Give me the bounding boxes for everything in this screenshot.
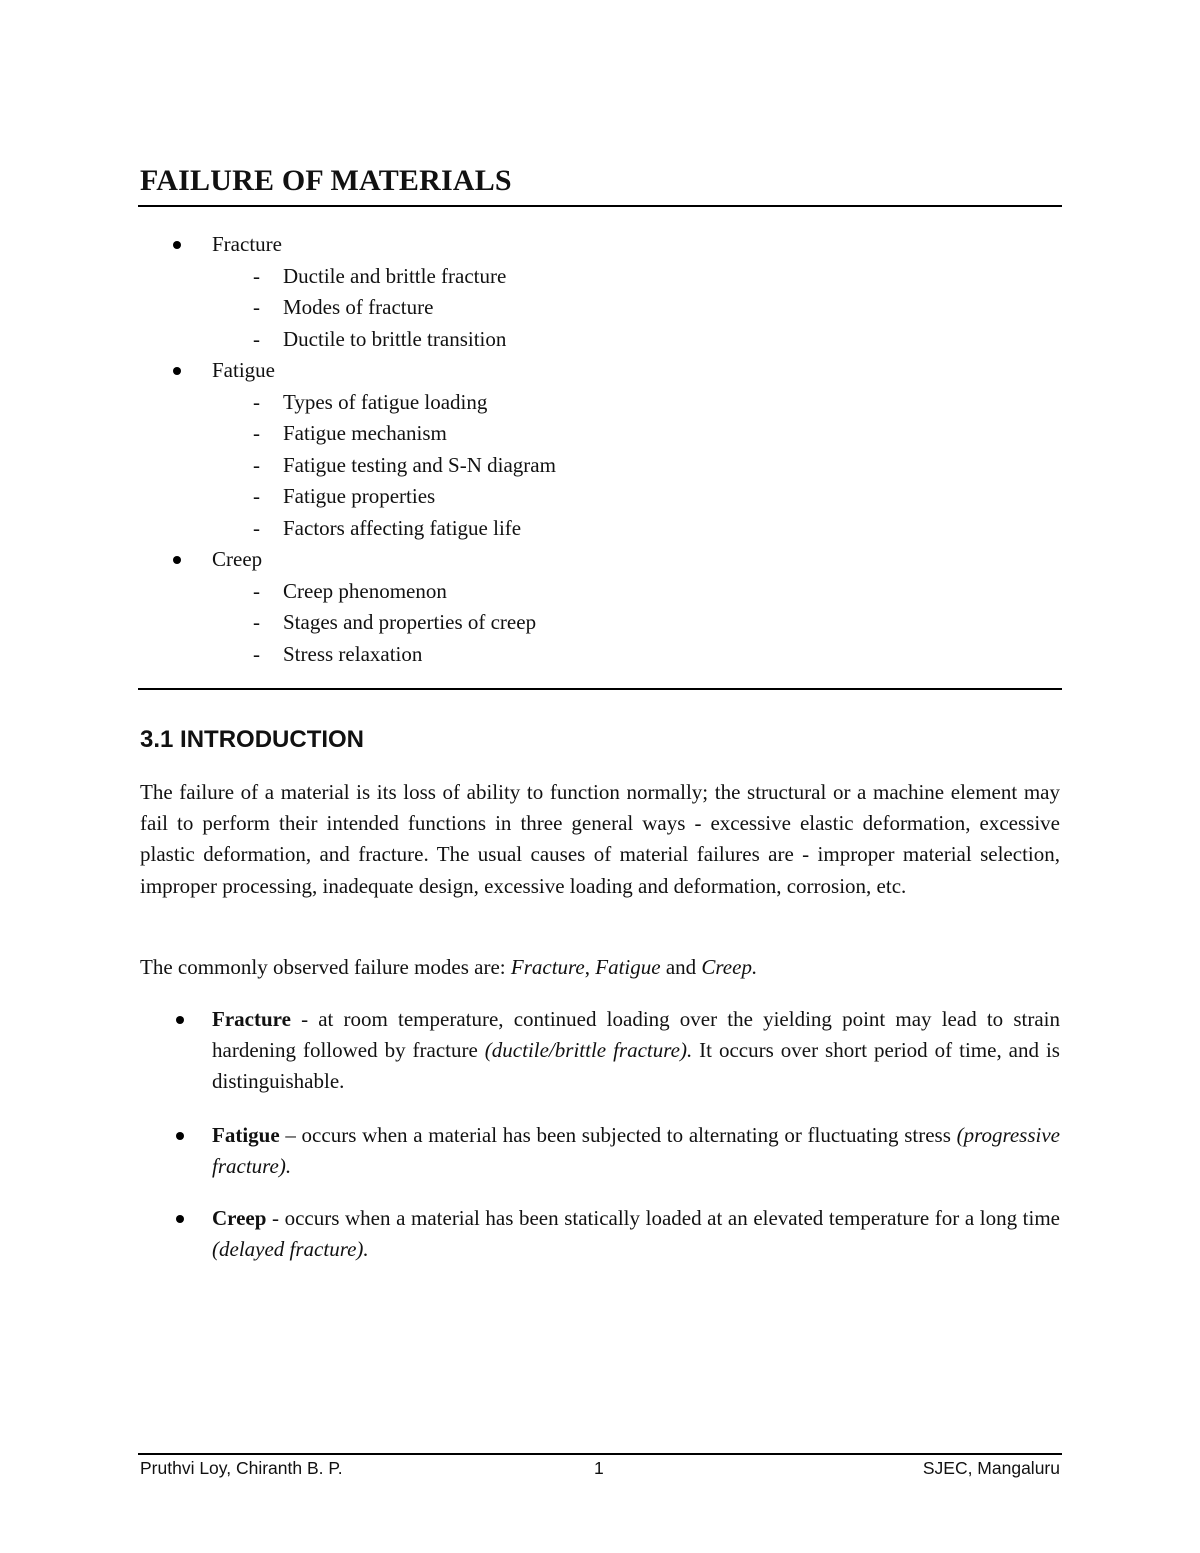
page-title: FAILURE OF MATERIALS <box>140 164 512 197</box>
outline-subitem: - Fatigue testing and S-N diagram <box>140 450 556 482</box>
bullet-term: Fatigue <box>212 1123 280 1147</box>
bullet-term: Fracture <box>212 1007 291 1031</box>
outline-subitem: - Fatigue mechanism <box>140 418 556 450</box>
bullet-fracture <box>140 1004 1060 1098</box>
footer-authors: Pruthvi Loy, Chiranth B. P. <box>140 1458 343 1478</box>
modes-sep: , <box>584 955 596 979</box>
bullet-text <box>212 1203 1060 1265</box>
bullet-fatigue <box>140 1120 1060 1182</box>
bullet-note: (progressive fracture). <box>212 1123 1060 1179</box>
mode-creep: Creep. <box>701 955 758 979</box>
intro-paragraph: The failure of a material is its loss of ability to function normally; the structural or a machine element may fail to perform their intended functions in three general ways - excessive elastic deformation, excessive plastic deformation, and fracture. The usual causes of material failures are - improper material selection, improper processing, inadequate design, excessive loading and deformation, corrosion, etc. <box>140 780 1060 898</box>
bullet-body: - occurs when a material has been statically loaded at an elevated temperature for a long time <box>266 1206 1060 1230</box>
outline-subitem: - Stages and properties of creep <box>140 607 556 639</box>
outline-rule <box>138 688 1062 690</box>
bullet-note: (ductile/brittle fracture). <box>484 1038 693 1063</box>
modes-lead: The commonly observed failure modes are: <box>140 955 511 979</box>
footer-page-number: 1 <box>594 1458 604 1478</box>
bullet-creep <box>140 1203 1060 1265</box>
mode-fracture: Fracture <box>510 955 585 979</box>
title-rule <box>138 205 1062 207</box>
bullet-note: (delayed fracture). <box>212 1237 369 1262</box>
outline-subitem: - Fatigue properties <box>140 481 556 513</box>
bullet-body: - at room temperature, continued loading over the yielding point may lead to strain hardening followed by fracture <box>212 1007 1060 1063</box>
outline-subitem: - Types of fatigue loading <box>140 387 556 419</box>
outline-subitem: - Ductile to brittle transition <box>140 324 556 356</box>
section-heading: 3.1 INTRODUCTION <box>140 726 365 753</box>
bullet-dot <box>176 1016 184 1024</box>
outline-subitem: - Factors affecting fatigue life <box>140 513 556 545</box>
bullet-dot <box>176 1215 184 1223</box>
outline-subitem: - Stress relaxation <box>140 639 556 671</box>
outline-subitem: - Creep phenomenon <box>140 576 556 608</box>
bullet-tail: It occurs over short period of time, and is distinguishable. <box>212 1038 1060 1094</box>
bullet-text <box>212 1004 1060 1098</box>
failure-modes-sentence <box>140 952 1060 983</box>
outline <box>140 229 556 670</box>
footer-institution: SJEC, Mangaluru <box>922 1458 1060 1478</box>
outline-item-creep: Creep <box>140 544 556 576</box>
outline-item-fracture: Fracture <box>140 229 556 261</box>
bullet-body: – occurs when a material has been subjected to alternating or fluctuating stress <box>279 1123 957 1147</box>
outline-item-fatigue: Fatigue <box>140 355 556 387</box>
outline-subitem: - Ductile and brittle fracture <box>140 261 556 293</box>
bullet-term: Creep <box>212 1206 267 1230</box>
mode-fatigue: Fatigue <box>595 955 661 979</box>
bullet-text <box>212 1120 1060 1182</box>
modes-sep: and <box>660 955 702 979</box>
outline-subitem: - Modes of fracture <box>140 292 556 324</box>
bullet-dot <box>176 1132 184 1140</box>
footer-rule <box>138 1453 1062 1455</box>
